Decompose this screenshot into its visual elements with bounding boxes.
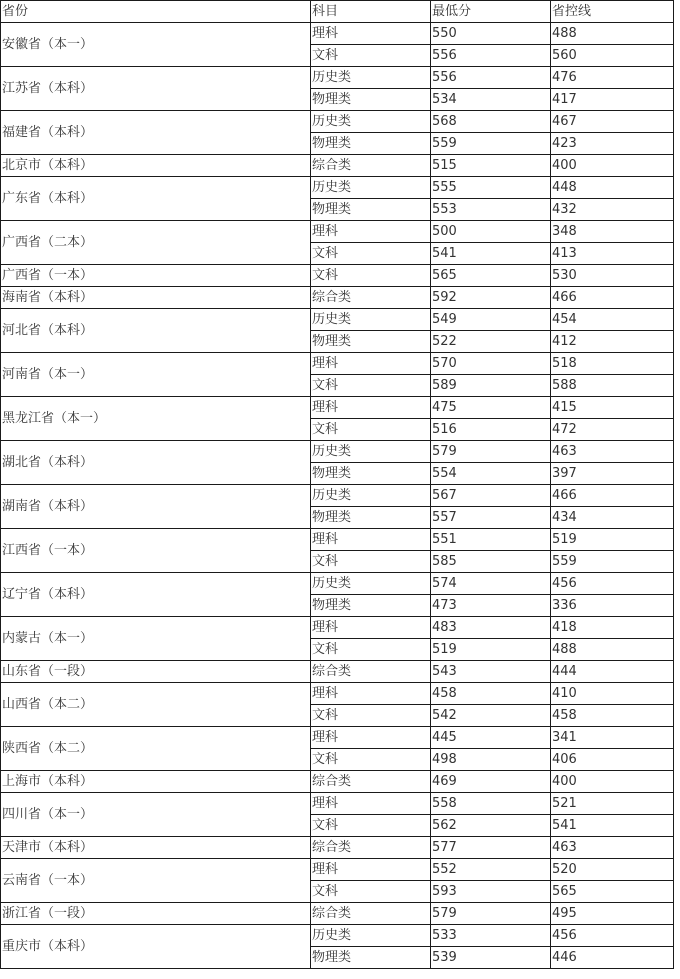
min-score-cell: 558: [431, 793, 551, 815]
control-line-cell: 467: [551, 111, 674, 133]
subject-cell: 历史类: [311, 177, 431, 199]
control-line-cell: 495: [551, 903, 674, 925]
subject-cell: 历史类: [311, 67, 431, 89]
table-row: [1, 837, 674, 859]
table-row: [1, 485, 674, 507]
table-row: [1, 661, 674, 683]
min-score-cell: 593: [431, 881, 551, 903]
control-line-cell: 488: [551, 639, 674, 661]
control-line-cell: 559: [551, 551, 674, 573]
control-line-cell: 454: [551, 309, 674, 331]
subject-cell: 历史类: [311, 573, 431, 595]
subject-cell: 物理类: [311, 595, 431, 617]
min-score-cell: 483: [431, 617, 551, 639]
subject-cell: 文科: [311, 705, 431, 727]
province-cell: 山东省（一段）: [1, 661, 311, 683]
subject-cell: 理科: [311, 683, 431, 705]
table-row: [1, 265, 674, 287]
table-row: [1, 23, 674, 45]
min-score-cell: 543: [431, 661, 551, 683]
province-cell: 江苏省（本科）: [1, 67, 311, 111]
table-row: [1, 617, 674, 639]
table-row: [1, 111, 674, 133]
table-row: [1, 397, 674, 419]
subject-cell: 物理类: [311, 463, 431, 485]
subject-cell: 文科: [311, 243, 431, 265]
province-cell: 湖南省（本科）: [1, 485, 311, 529]
province-cell: 上海市（本科）: [1, 771, 311, 793]
min-score-cell: 498: [431, 749, 551, 771]
subject-cell: 文科: [311, 815, 431, 837]
subject-cell: 综合类: [311, 661, 431, 683]
control-line-cell: 423: [551, 133, 674, 155]
min-score-cell: 577: [431, 837, 551, 859]
subject-cell: 物理类: [311, 199, 431, 221]
control-line-cell: 519: [551, 529, 674, 551]
province-cell: 内蒙古（本一）: [1, 617, 311, 661]
control-line-cell: 348: [551, 221, 674, 243]
table-row: [1, 683, 674, 705]
min-score-cell: 559: [431, 133, 551, 155]
min-score-cell: 500: [431, 221, 551, 243]
province-cell: 天津市（本科）: [1, 837, 311, 859]
control-line-cell: 336: [551, 595, 674, 617]
subject-cell: 文科: [311, 881, 431, 903]
table-row: [1, 529, 674, 551]
table-row: [1, 727, 674, 749]
subject-cell: 历史类: [311, 441, 431, 463]
control-line-cell: 413: [551, 243, 674, 265]
control-line-cell: 456: [551, 925, 674, 947]
control-line-cell: 412: [551, 331, 674, 353]
subject-cell: 文科: [311, 639, 431, 661]
subject-cell: 物理类: [311, 89, 431, 111]
min-score-cell: 551: [431, 529, 551, 551]
min-score-cell: 519: [431, 639, 551, 661]
control-line-cell: 418: [551, 617, 674, 639]
subject-cell: 综合类: [311, 155, 431, 177]
min-score-cell: 565: [431, 265, 551, 287]
control-line-cell: 466: [551, 287, 674, 309]
control-line-cell: 446: [551, 947, 674, 969]
province-cell: 北京市（本科）: [1, 155, 311, 177]
province-cell: 浙江省（一段）: [1, 903, 311, 925]
table-row: [1, 793, 674, 815]
table-row: [1, 221, 674, 243]
subject-cell: 文科: [311, 45, 431, 67]
min-score-cell: 533: [431, 925, 551, 947]
min-score-cell: 475: [431, 397, 551, 419]
min-score-cell: 516: [431, 419, 551, 441]
min-score-cell: 473: [431, 595, 551, 617]
min-score-cell: 567: [431, 485, 551, 507]
control-line-cell: 432: [551, 199, 674, 221]
province-cell: 福建省（本科）: [1, 111, 311, 155]
table-row: [1, 441, 674, 463]
subject-cell: 文科: [311, 419, 431, 441]
province-cell: 广东省（本科）: [1, 177, 311, 221]
min-score-cell: 556: [431, 67, 551, 89]
min-score-cell: 592: [431, 287, 551, 309]
table-row: [1, 859, 674, 881]
control-line-cell: 400: [551, 771, 674, 793]
control-line-cell: 448: [551, 177, 674, 199]
subject-cell: 理科: [311, 397, 431, 419]
min-score-cell: 570: [431, 353, 551, 375]
control-line-cell: 588: [551, 375, 674, 397]
control-line-cell: 466: [551, 485, 674, 507]
table-row: [1, 177, 674, 199]
control-line-cell: 518: [551, 353, 674, 375]
subject-cell: 历史类: [311, 925, 431, 947]
subject-cell: 文科: [311, 375, 431, 397]
province-cell: 广西省（二本）: [1, 221, 311, 265]
min-score-cell: 557: [431, 507, 551, 529]
subject-cell: 综合类: [311, 837, 431, 859]
province-cell: 辽宁省（本科）: [1, 573, 311, 617]
subject-cell: 理科: [311, 353, 431, 375]
table-row: [1, 287, 674, 309]
min-score-cell: 469: [431, 771, 551, 793]
control-line-cell: 521: [551, 793, 674, 815]
province-cell: 陕西省（本二）: [1, 727, 311, 771]
province-cell: 广西省（一本）: [1, 265, 311, 287]
control-line-cell: 434: [551, 507, 674, 529]
subject-cell: 综合类: [311, 771, 431, 793]
control-line-cell: 400: [551, 155, 674, 177]
province-cell: 湖北省（本科）: [1, 441, 311, 485]
table-row: [1, 573, 674, 595]
province-cell: 河南省（本一）: [1, 353, 311, 397]
min-score-cell: 562: [431, 815, 551, 837]
subject-cell: 理科: [311, 529, 431, 551]
min-score-cell: 522: [431, 331, 551, 353]
subject-cell: 历史类: [311, 309, 431, 331]
min-score-cell: 542: [431, 705, 551, 727]
min-score-cell: 539: [431, 947, 551, 969]
control-line-cell: 444: [551, 661, 674, 683]
min-score-cell: 574: [431, 573, 551, 595]
subject-cell: 物理类: [311, 947, 431, 969]
province-cell: 河北省（本科）: [1, 309, 311, 353]
min-score-cell: 568: [431, 111, 551, 133]
table-row: [1, 353, 674, 375]
province-cell: 安徽省（本一）: [1, 23, 311, 67]
province-cell: 云南省（一本）: [1, 859, 311, 903]
subject-cell: 综合类: [311, 287, 431, 309]
control-line-cell: 488: [551, 23, 674, 45]
control-line-cell: 458: [551, 705, 674, 727]
min-score-cell: 445: [431, 727, 551, 749]
subject-cell: 物理类: [311, 331, 431, 353]
min-score-cell: 585: [431, 551, 551, 573]
subject-cell: 理科: [311, 727, 431, 749]
min-score-cell: 579: [431, 903, 551, 925]
table-row: [1, 903, 674, 925]
min-score-cell: 554: [431, 463, 551, 485]
control-line-cell: 415: [551, 397, 674, 419]
province-cell: 海南省（本科）: [1, 287, 311, 309]
score-table-body: [1, 1, 674, 969]
min-score-cell: 589: [431, 375, 551, 397]
control-line-cell: 476: [551, 67, 674, 89]
subject-cell: 理科: [311, 859, 431, 881]
province-cell: 山西省（本二）: [1, 683, 311, 727]
min-score-cell: 541: [431, 243, 551, 265]
min-score-cell: 579: [431, 441, 551, 463]
control-line-cell: 456: [551, 573, 674, 595]
header-control-line: 省控线: [551, 1, 674, 23]
subject-cell: 历史类: [311, 111, 431, 133]
subject-cell: 物理类: [311, 133, 431, 155]
control-line-cell: 530: [551, 265, 674, 287]
control-line-cell: 397: [551, 463, 674, 485]
subject-cell: 文科: [311, 265, 431, 287]
province-cell: 四川省（本一）: [1, 793, 311, 837]
subject-cell: 历史类: [311, 485, 431, 507]
table-header-row: [1, 1, 674, 23]
min-score-cell: 458: [431, 683, 551, 705]
control-line-cell: 560: [551, 45, 674, 67]
table-row: [1, 771, 674, 793]
control-line-cell: 520: [551, 859, 674, 881]
subject-cell: 理科: [311, 617, 431, 639]
control-line-cell: 406: [551, 749, 674, 771]
header-subject: 科目: [311, 1, 431, 23]
table-row: [1, 155, 674, 177]
province-cell: 重庆市（本科）: [1, 925, 311, 969]
subject-cell: 文科: [311, 749, 431, 771]
control-line-cell: 463: [551, 441, 674, 463]
min-score-cell: 552: [431, 859, 551, 881]
subject-cell: 综合类: [311, 903, 431, 925]
control-line-cell: 410: [551, 683, 674, 705]
min-score-cell: 549: [431, 309, 551, 331]
province-cell: 江西省（一本）: [1, 529, 311, 573]
min-score-cell: 556: [431, 45, 551, 67]
min-score-cell: 534: [431, 89, 551, 111]
subject-cell: 物理类: [311, 507, 431, 529]
subject-cell: 文科: [311, 551, 431, 573]
min-score-cell: 553: [431, 199, 551, 221]
control-line-cell: 463: [551, 837, 674, 859]
min-score-cell: 550: [431, 23, 551, 45]
subject-cell: 理科: [311, 793, 431, 815]
control-line-cell: 472: [551, 419, 674, 441]
table-row: [1, 925, 674, 947]
control-line-cell: 541: [551, 815, 674, 837]
control-line-cell: 341: [551, 727, 674, 749]
control-line-cell: 417: [551, 89, 674, 111]
subject-cell: 理科: [311, 23, 431, 45]
table-row: [1, 67, 674, 89]
province-cell: 黑龙江省（本一）: [1, 397, 311, 441]
header-min-score: 最低分: [431, 1, 551, 23]
min-score-cell: 555: [431, 177, 551, 199]
control-line-cell: 565: [551, 881, 674, 903]
min-score-cell: 515: [431, 155, 551, 177]
header-province: 省份: [1, 1, 311, 23]
table-row: [1, 309, 674, 331]
subject-cell: 理科: [311, 221, 431, 243]
